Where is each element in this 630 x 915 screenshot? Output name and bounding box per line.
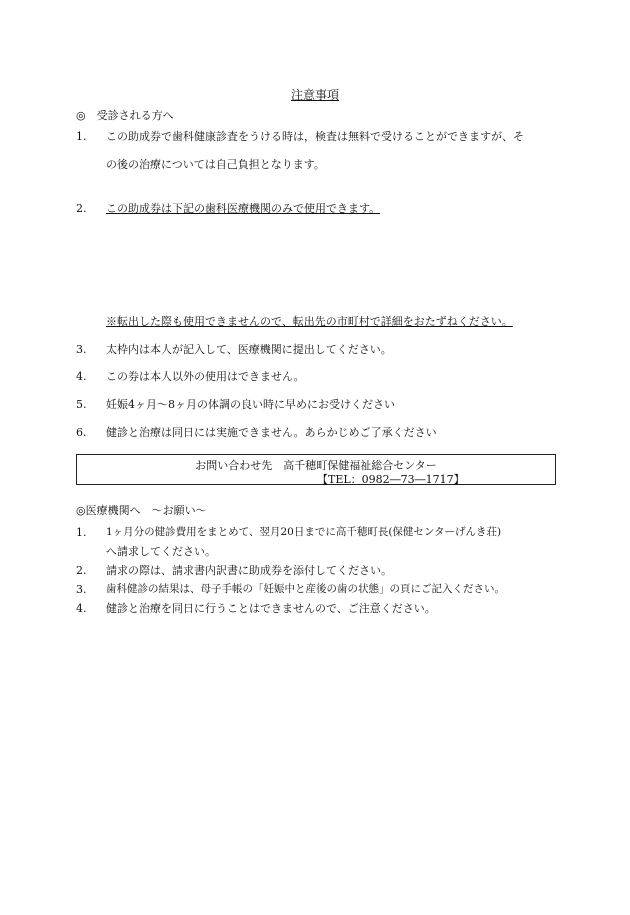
item-text: 歯科健診の結果は、母子手帳の「妊娠中と産後の歯の状態」の頁にご記入ください。 — [106, 583, 505, 595]
item-text-continued: へ請求してください。 — [106, 545, 216, 558]
item-text: 健診と治療は同日には実施できません。あらかじめご了承ください — [106, 426, 437, 439]
item-number: 3. — [76, 583, 87, 596]
item-text: 1ヶ月分の健診費用をまとめて、翌月20日までに高千穂町長(保健センターげんき荘) — [106, 526, 502, 538]
item-text: この券は本人以外の使用はできません。 — [106, 370, 305, 383]
item-number: 4. — [76, 370, 87, 383]
item-number: 1. — [76, 526, 87, 539]
item-number: 3. — [76, 343, 87, 356]
item-number: 2. — [76, 202, 87, 215]
patients-heading: ◎ 受診される方へ — [76, 109, 174, 122]
item-number: 4. — [76, 602, 87, 615]
item-text: この助成券は下記の歯科医療機関のみで使用できます。 — [106, 202, 381, 215]
item-number: 1. — [76, 130, 87, 143]
item-number: 5. — [76, 398, 87, 411]
item-text-continued: の後の治療については自己負担となります。 — [106, 158, 325, 171]
item-text: この助成券で歯科健康診査をうける時は，検査は無料で受けることができますが、そ — [106, 130, 524, 143]
transfer-note: ※転出した際も使用できませんので、転出先の市町村で詳細をおたずねください。 — [106, 315, 513, 328]
institutions-heading: ◎医療機関へ 〜お願い〜 — [76, 504, 207, 517]
item-text: 太枠内は本人が記入して、医療機関に提出してください。 — [106, 343, 392, 356]
item-text: 妊娠4ヶ月〜8ヶ月の体調の良い時に早めにお受けください — [106, 398, 395, 411]
item-number: 6. — [76, 426, 87, 439]
contact-name: お問い合わせ先 高千穂町保健福祉総合センター — [195, 459, 437, 472]
item-text: 健診と治療を同日に行うことはできませんので、ご注意ください。 — [106, 602, 436, 615]
item-text: 請求の際は、請求書内訳書に助成券を添付してください。 — [106, 564, 392, 577]
contact-box — [76, 454, 556, 485]
page-title: 注意事項 — [290, 88, 339, 102]
item-number: 2. — [76, 564, 87, 577]
contact-phone: 【TEL：0982―73―1717】 — [317, 473, 465, 486]
